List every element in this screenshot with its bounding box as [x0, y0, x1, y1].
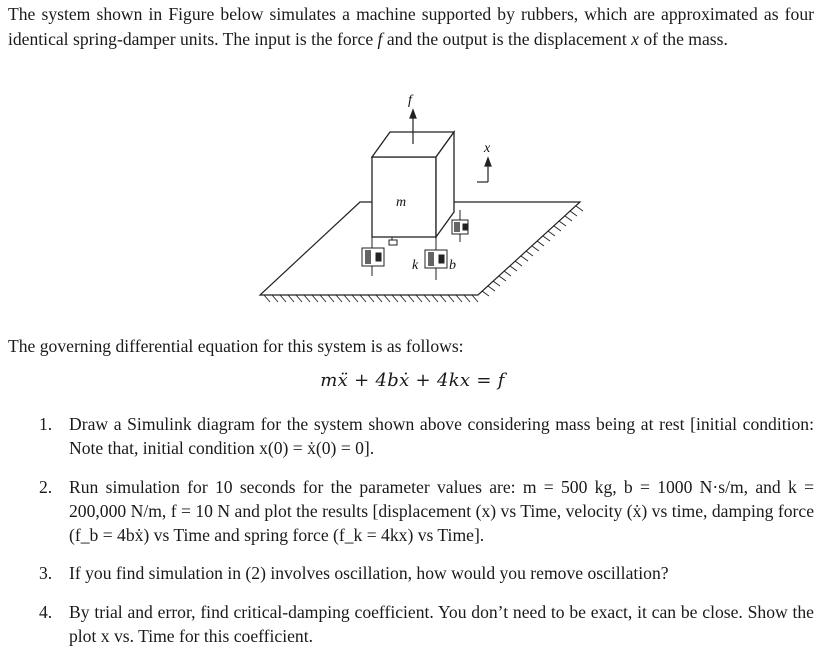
spring-damper-back: [452, 210, 468, 242]
intro-text-1: The system shown in Figure below simulates a machine supported by rubbers, which are approximated as four identical spring-damper units. The input is the force: [8, 4, 814, 49]
spring-label: k: [412, 258, 419, 273]
task-text: Draw a Simulink diagram for the system shown above considering mass being at rest [initial condition: Note that, initial condition x(0) = ẋ(0) = 0].: [69, 414, 814, 459]
spring-damper-front-right: [425, 237, 447, 280]
task-text: By trial and error, find critical-damping coefficient. You don’t need to be exact, it can be close. Show the plot x vs. Time for this coefficient.: [69, 601, 814, 647]
task-item: [39, 561, 814, 585]
force-label: f: [408, 93, 412, 108]
spring-damper-figure: [250, 80, 590, 308]
intro-var-f: f: [377, 28, 383, 49]
governing-equation-intro: The governing differential equation for this system is as follows:: [8, 336, 464, 356]
task-number: 4.: [39, 601, 53, 622]
ground-hatch-right: [482, 206, 583, 296]
task-number: 2.: [39, 476, 53, 497]
task-list: [39, 412, 814, 649]
intro-paragraph: [8, 2, 814, 51]
intro-var-x: x: [631, 28, 639, 49]
displacement-arrow: [477, 158, 491, 182]
ground-hatch-bottom: [264, 295, 478, 302]
damper-label: b: [449, 258, 456, 273]
spring-damper-front-left: [362, 237, 384, 276]
task-text: Run simulation for 10 seconds for the parameter values are: m = 500 kg, b = 1000 N·s/m, and k = 200,000 N/m, f = 10 N and plot the results [displacement (x) vs Time, velocity (ẋ) vs time, damping force (f_b = 4bẋ) vs Time and spring force (f_k = 4kx) vs Time].: [69, 476, 814, 546]
task-number: 1.: [39, 414, 53, 434]
intro-text-3: of the mass.: [638, 28, 728, 49]
task-item: [39, 475, 814, 548]
intro-text-2: and the output is the displacement: [382, 28, 632, 49]
mass-block: [372, 132, 454, 237]
displacement-label: x: [484, 141, 491, 156]
task-number: 3.: [39, 563, 53, 584]
mass-label: m: [396, 195, 407, 210]
task-text: If you find simulation in (2) involves oscillation, how would you remove oscillation?: [69, 563, 669, 584]
task-item: [39, 412, 814, 461]
governing-equation: mẍ + 4bẋ + 4kx = f: [320, 370, 505, 391]
mass-connector: [389, 237, 397, 245]
task-item: [39, 600, 814, 649]
